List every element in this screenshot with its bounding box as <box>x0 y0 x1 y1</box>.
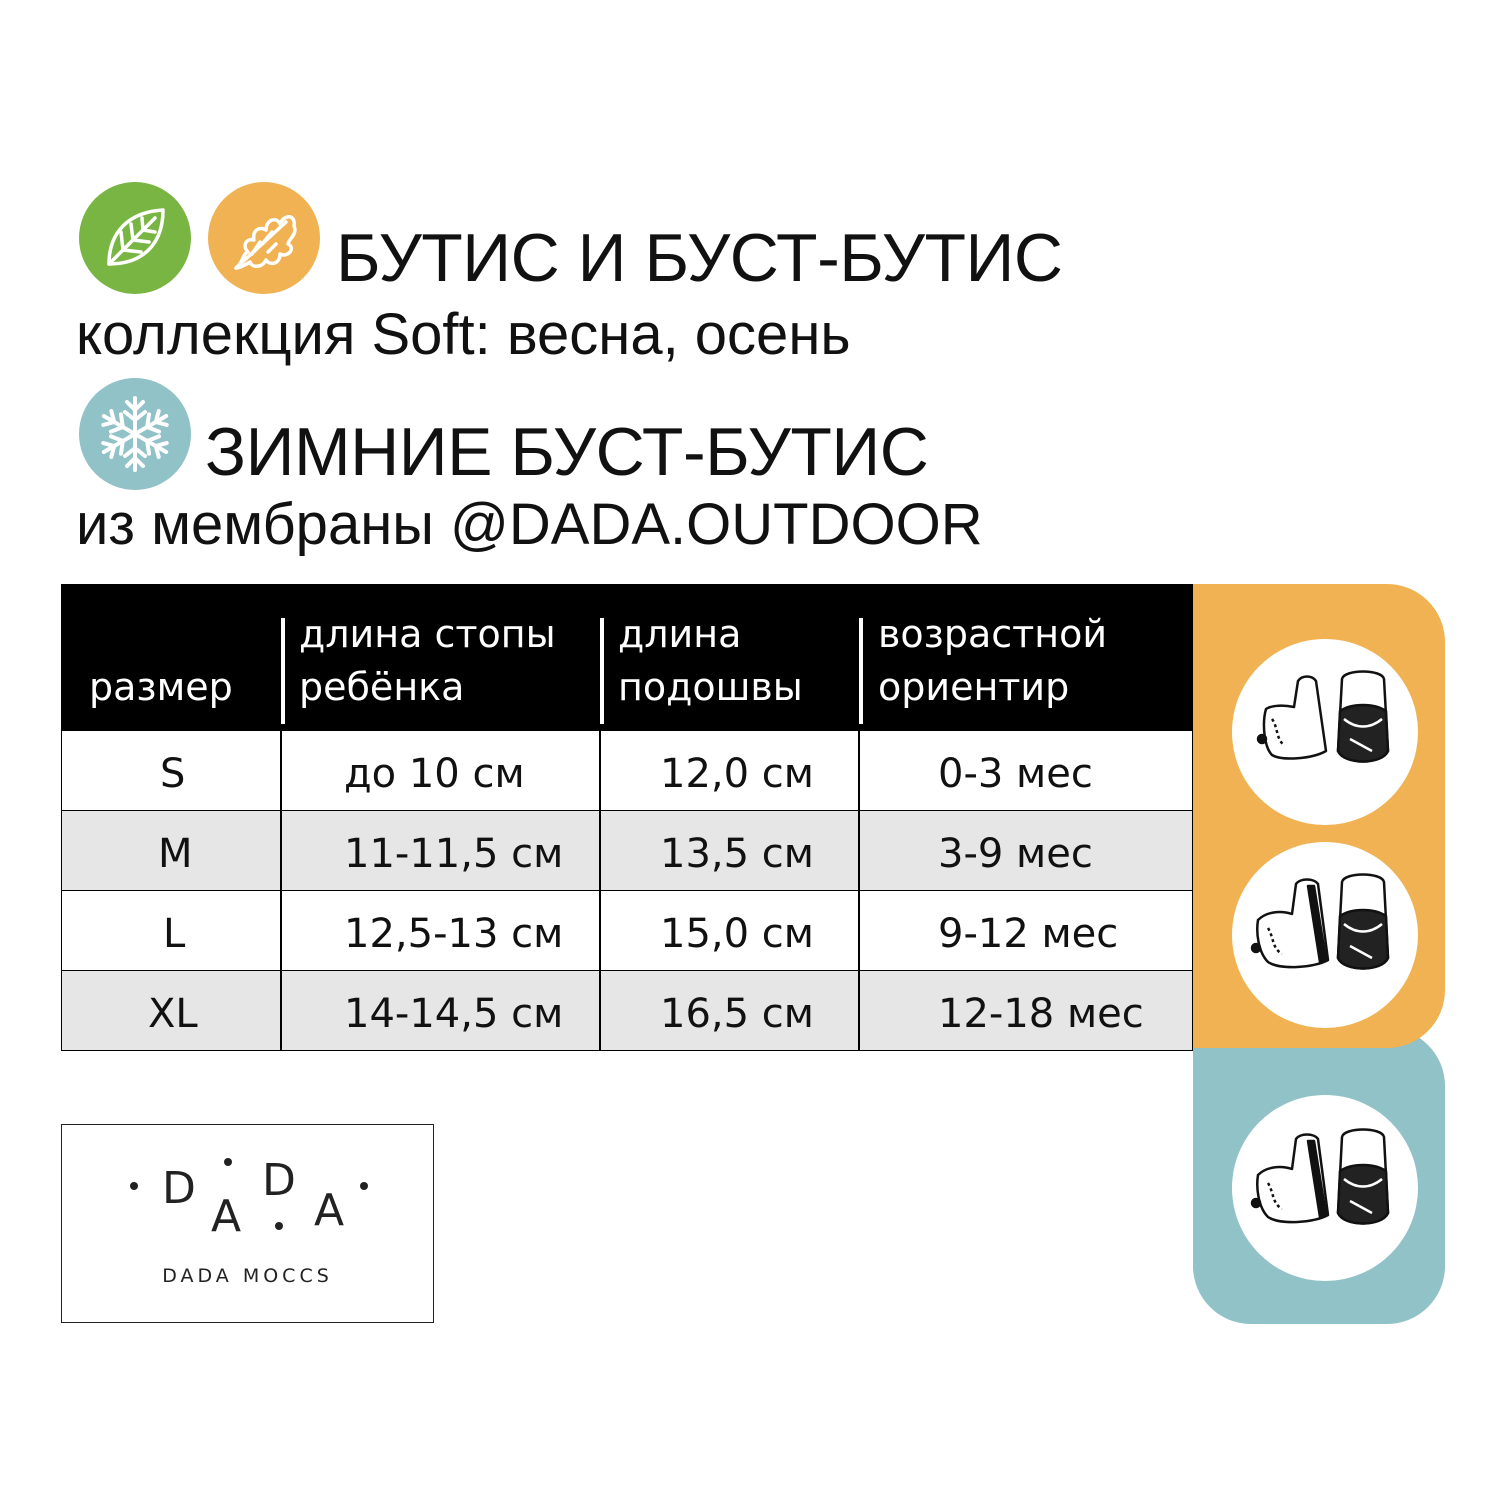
cell-age: 12-18 мес <box>938 991 1144 1037</box>
spring-leaf-badge <box>79 182 191 294</box>
cell-sole-length: 13,5 см <box>660 831 814 877</box>
autumn-leaf-badge <box>208 182 320 294</box>
table-row <box>61 891 1193 971</box>
cell-size: S <box>160 751 186 797</box>
bootie-shoe-icon <box>1232 842 1418 1028</box>
cell-foot-length: до 10 см <box>344 751 525 797</box>
shoe-illustration-soft-2 <box>1232 842 1418 1028</box>
logo-letter: D <box>162 1163 196 1214</box>
cell-foot-length: 12,5-13 см <box>344 911 564 957</box>
table-header <box>61 584 1193 730</box>
cell-sole-length: 12,0 см <box>660 751 814 797</box>
logo-dot <box>224 1158 232 1166</box>
heading-soft-title: БУТИС И БУСТ-БУТИС <box>336 220 1063 296</box>
cell-size: XL <box>148 991 198 1037</box>
header-size: размер <box>89 665 233 709</box>
cell-age: 3-9 мес <box>938 831 1093 877</box>
logo-letter: A <box>314 1185 345 1236</box>
heading-soft-subtitle: коллекция Soft: весна, осень <box>76 302 851 367</box>
bootie-shoe-icon <box>1232 639 1418 825</box>
cell-age: 0-3 мес <box>938 751 1093 797</box>
logo-letter: D <box>262 1155 296 1206</box>
cell-sole-length: 16,5 см <box>660 991 814 1037</box>
header-divider <box>281 618 285 724</box>
header-divider <box>859 618 863 724</box>
shoe-illustration-winter <box>1232 1095 1418 1281</box>
cell-foot-length: 11-11,5 см <box>344 831 564 877</box>
column-divider <box>858 730 860 1051</box>
leaf-icon <box>79 182 191 294</box>
cell-sole-length: 15,0 см <box>660 911 814 957</box>
logo-dot <box>130 1182 138 1190</box>
logo-letter: A <box>211 1191 242 1242</box>
table-row <box>61 811 1193 891</box>
header-sole-length: длина подошвы <box>618 612 803 709</box>
column-divider <box>599 730 601 1051</box>
cell-size: L <box>163 911 186 957</box>
logo-dot <box>360 1182 368 1190</box>
shoe-illustration-soft-1 <box>1232 639 1418 825</box>
logo-dot <box>275 1222 283 1230</box>
cell-size: M <box>158 831 193 877</box>
snowflake-icon <box>79 378 191 490</box>
header-foot-length: длина стопы ребёнка <box>299 612 556 709</box>
table-row <box>61 730 1193 811</box>
size-table <box>61 584 1193 1051</box>
winter-snow-badge <box>79 378 191 490</box>
header-age: возрастной ориентир <box>878 612 1108 709</box>
heading-winter-title: ЗИМНИЕ БУСТ-БУТИС <box>205 414 929 490</box>
brand-logo <box>61 1124 434 1323</box>
header-divider <box>600 618 604 724</box>
column-divider <box>280 730 282 1051</box>
cell-age: 9-12 мес <box>938 911 1119 957</box>
table-row <box>61 971 1193 1051</box>
heading-winter-subtitle: из мембраны @DADA.OUTDOOR <box>76 492 983 557</box>
bootie-shoe-icon <box>1232 1095 1418 1281</box>
cell-foot-length: 14-14,5 см <box>344 991 564 1037</box>
oak-leaf-icon <box>208 182 320 294</box>
logo-tagline: DADA MOCCS <box>162 1265 333 1287</box>
